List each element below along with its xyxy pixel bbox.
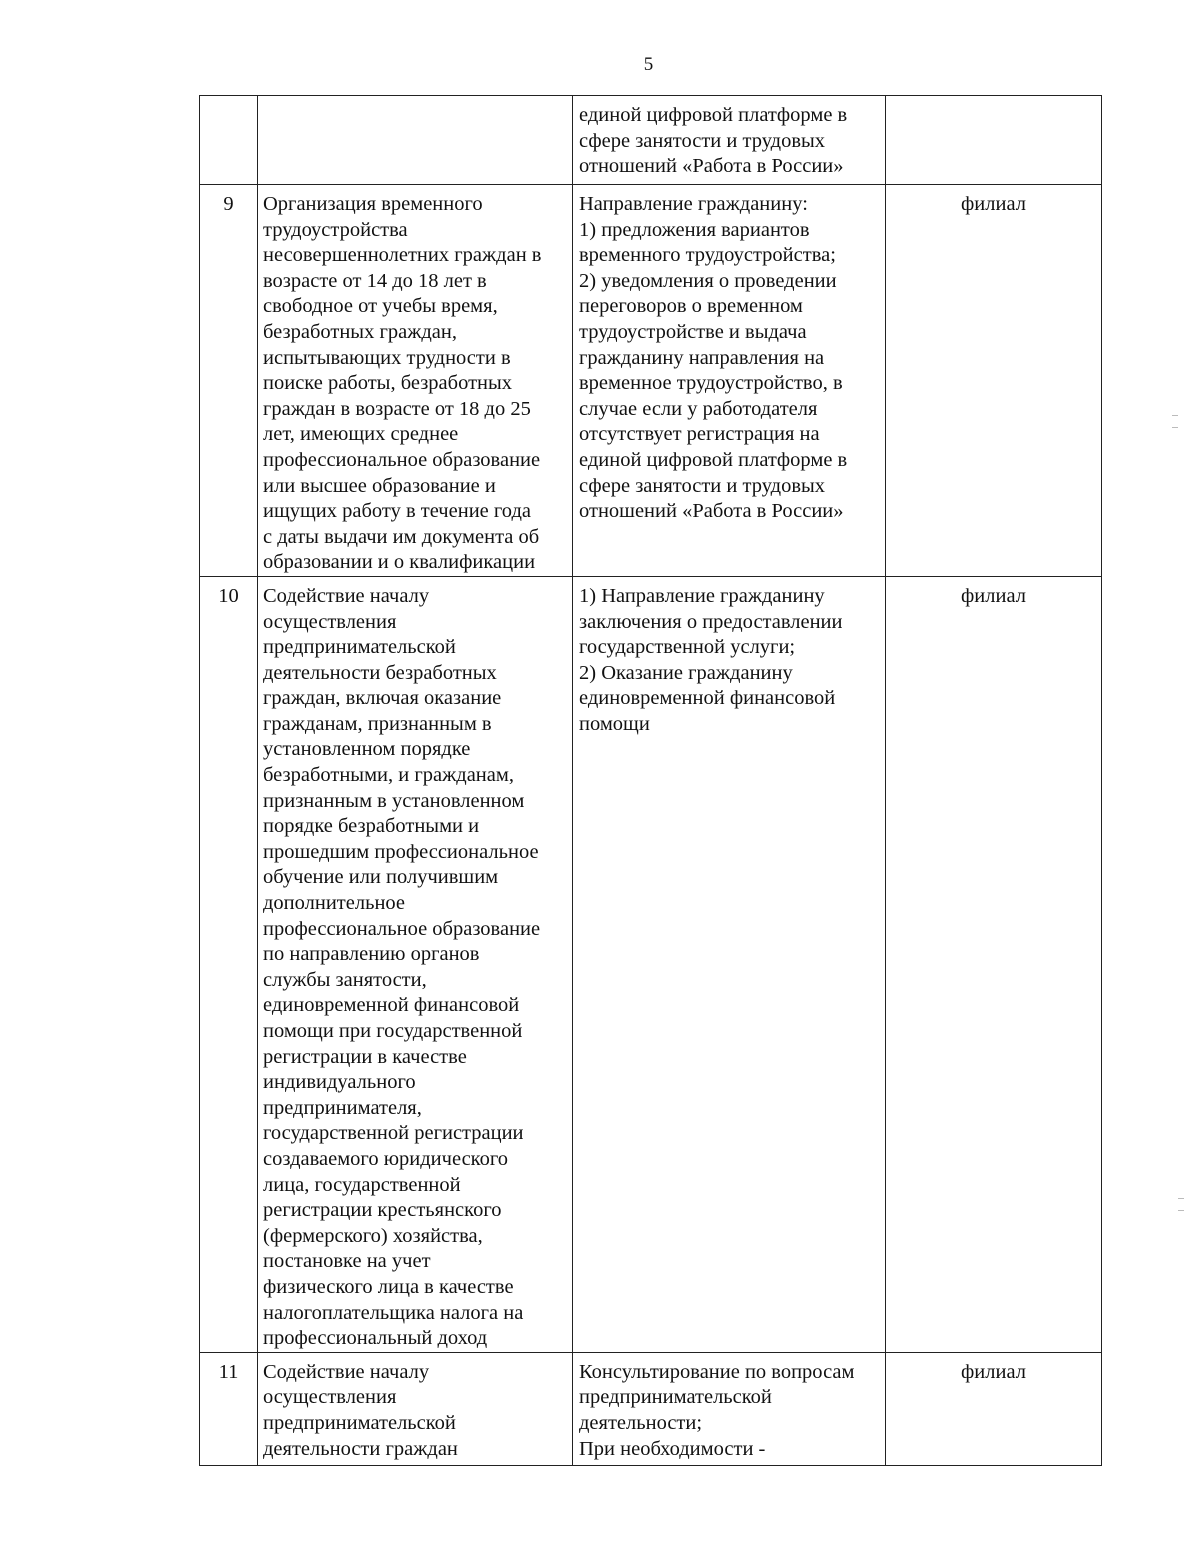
- table-row: [200, 185, 1102, 577]
- service-name-line: с даты выдачи им документа об: [263, 525, 540, 548]
- service-name-line: обучение или получившим: [263, 866, 499, 889]
- service-name-line: единовременной финансовой: [263, 994, 520, 1017]
- scan-artifact: [1178, 1198, 1184, 1199]
- service-result-line: Направление гражданину:: [579, 193, 808, 215]
- service-name-line: (фермерского) хозяйства,: [263, 1224, 483, 1247]
- scan-artifact: [1172, 427, 1178, 428]
- service-result-line: помощи: [579, 712, 650, 735]
- service-name-line: постановке на учет: [263, 1250, 431, 1273]
- service-name-line: прошедшим профессиональное: [263, 840, 539, 863]
- page-number: 5: [643, 54, 654, 75]
- row-number-cell: 9: [200, 185, 258, 577]
- table-row: [200, 96, 1102, 185]
- service-name-line: помощи при государственной: [263, 1020, 523, 1042]
- service-name-line: по направлению органов: [263, 943, 480, 966]
- service-name-line: физического лица в качестве: [263, 1275, 514, 1298]
- service-name-line: индивидуального: [263, 1071, 416, 1094]
- service-result-line: государственной услуги;: [579, 636, 796, 659]
- service-result-line: переговоров о временном: [579, 295, 803, 318]
- service-result-line: При необходимости -: [579, 1437, 766, 1460]
- service-name-cell: [258, 96, 573, 185]
- service-name-line: несовершеннолетних граждан в: [263, 244, 542, 267]
- service-result-line: 1) Направление гражданину: [579, 584, 825, 607]
- service-name-line: безработными, и гражданам,: [263, 764, 514, 787]
- service-result-line: временное трудоустройство, в: [579, 372, 843, 395]
- service-result-cell: [573, 185, 886, 577]
- service-result-line: 1) предложения вариантов: [579, 218, 810, 241]
- service-name-line: службы занятости,: [263, 968, 427, 991]
- service-result-cell: [573, 576, 886, 1352]
- service-name-line: предпринимателя,: [263, 1096, 422, 1119]
- service-result-line: временного трудоустройства;: [579, 244, 836, 267]
- scan-artifact: [1172, 415, 1178, 416]
- service-result-line: случае если у работодателя: [579, 397, 818, 420]
- service-name-line: образовании и о квалификации: [263, 551, 536, 574]
- table-row: [200, 576, 1102, 1352]
- service-name-line: дополнительное: [263, 892, 406, 915]
- service-result-line: сфере занятости и трудовых: [579, 129, 826, 152]
- service-name-line: деятельности безработных: [263, 661, 497, 684]
- service-name-line: профессиональное образование: [263, 448, 541, 471]
- service-result-line: заключения о предоставлении: [579, 610, 843, 633]
- service-result-line: сфере занятости и трудовых: [579, 474, 826, 497]
- service-result-line: отношений «Работа в России»: [579, 500, 844, 523]
- service-name-line: Организация временного: [263, 193, 483, 215]
- service-result-line: предпринимательской: [579, 1386, 772, 1409]
- executor-cell: филиал: [886, 185, 1102, 577]
- service-result-cell: [573, 1352, 886, 1465]
- service-name-line: свободное от учебы время,: [263, 295, 498, 318]
- service-name-line: или высшее образование и: [263, 474, 496, 497]
- scan-artifact: [1178, 1210, 1184, 1211]
- service-name-cell: [258, 576, 573, 1352]
- service-result-line: гражданину направления на: [579, 346, 825, 369]
- service-name-line: граждан в возрасте от 18 до 25: [263, 397, 531, 420]
- service-name-line: возрасте от 14 до 18 лет в: [263, 269, 487, 292]
- service-name-line: предпринимательской: [263, 1411, 456, 1434]
- service-name-line: порядке безработными и: [263, 815, 480, 838]
- service-result-line: отношений «Работа в России»: [579, 155, 844, 178]
- service-name-line: граждан, включая оказание: [263, 687, 502, 710]
- service-name-cell: [258, 1352, 573, 1465]
- service-result-line: единовременной финансовой: [579, 687, 836, 710]
- service-name-line: ищущих работу в течение года: [263, 500, 531, 523]
- service-name-line: регистрации крестьянского: [263, 1199, 502, 1222]
- service-name-line: Содействие началу: [263, 584, 430, 607]
- services-table: [199, 95, 1102, 1466]
- service-name-line: лет, имеющих среднее: [263, 423, 459, 446]
- service-result-line: отсутствует регистрация на: [579, 423, 820, 446]
- service-name-cell: [258, 185, 573, 577]
- service-name-line: Содействие началу: [263, 1360, 430, 1383]
- service-name-line: профессиональный доход: [263, 1327, 488, 1350]
- service-result-cell: [573, 96, 886, 185]
- row-number-cell: 10: [200, 576, 258, 1352]
- table-row: [200, 1352, 1102, 1465]
- row-number-cell: [200, 96, 258, 185]
- service-name-line: государственной регистрации: [263, 1122, 524, 1145]
- executor-cell: филиал: [886, 576, 1102, 1352]
- services-table-body: [200, 96, 1102, 1466]
- service-name-line: осуществления: [263, 1386, 397, 1409]
- executor-cell: [886, 96, 1102, 185]
- service-name-line: налогоплательщика налога на: [263, 1301, 524, 1324]
- service-name-line: деятельности граждан: [263, 1437, 458, 1460]
- service-name-line: профессиональное образование: [263, 917, 541, 940]
- service-name-line: безработных граждан,: [263, 320, 457, 343]
- service-result-line: 2) Оказание гражданину: [579, 661, 793, 684]
- service-name-line: создаваемого юридического: [263, 1147, 508, 1170]
- service-name-line: предпринимательской: [263, 636, 456, 659]
- row-number-cell: 11: [200, 1352, 258, 1465]
- service-name-line: установленном порядке: [263, 738, 471, 761]
- service-name-line: гражданам, признанным в: [263, 712, 492, 735]
- service-result-line: Консультирование по вопросам: [579, 1360, 855, 1383]
- service-result-line: единой цифровой платформе в: [579, 104, 848, 126]
- service-name-line: регистрации в качестве: [263, 1045, 467, 1068]
- service-name-line: трудоустройства: [263, 218, 408, 241]
- service-name-line: лица, государственной: [263, 1173, 461, 1196]
- service-result-line: единой цифровой платформе в: [579, 448, 848, 471]
- service-name-line: испытывающих трудности в: [263, 346, 511, 369]
- service-result-line: трудоустройстве и выдача: [579, 320, 807, 343]
- service-name-line: осуществления: [263, 610, 397, 633]
- executor-cell: филиал: [886, 1352, 1102, 1465]
- service-name-line: признанным в установленном: [263, 789, 525, 812]
- service-result-line: деятельности;: [579, 1411, 703, 1434]
- service-name-line: поиске работы, безработных: [263, 372, 513, 395]
- service-result-line: 2) уведомления о проведении: [579, 269, 837, 292]
